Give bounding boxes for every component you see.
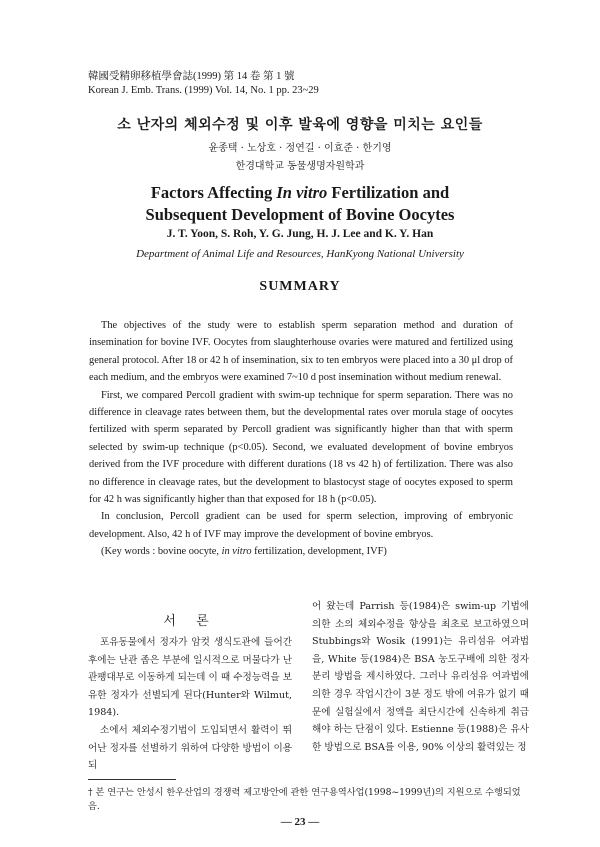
- english-title-post: Fertilization and: [327, 183, 450, 202]
- left-column-paragraph-1: 포유동물에서 정자가 암컷 생식도관에 들어간 후에는 난관 좁은 부분에 일시적으로 머물다가 난관팽대부로 이동하게 되는데 이 때 수정능력을 보유한 정자가 선별되게 된다(Hunter와 Wilmut, 1984).: [88, 637, 292, 719]
- abstract-paragraph-2: First, we compared Percoll gradient with swim-up technique for sperm separation. There was no difference in cleavage rates between them, but the developmental rates over morula stage of oocytes fertilized with sperm separated by Percoll gradient was significantly higher than that with sperm selected by swim-up technique (p<0.05). Second, we evaluated development of bovine embryos derived from the IVF procedure with different durations (18 vs 42 h) of fertilization. There was also no difference in cleavage rates, but the development to blastocyst stage of oocytes exposed to sperm for 42 h was significantly higher than that exposed for 18 h (p<0.05).: [89, 389, 513, 506]
- page-number: — 23 —: [280, 816, 320, 828]
- keywords-italic: in vitro: [221, 546, 252, 558]
- journal-header: [88, 70, 319, 98]
- right-column: [312, 598, 529, 756]
- right-column-paragraph-1: 어 왔는데 Parrish 등(1984)은 swim-up 기법에 의한 소의 체외수정을 향상을 최초로 보고하였으며 Stubbings와 Wosik (1991)는 유리섬유 여과법을, White 등(1984)은 BSA 농도구배에 의한 정자분리 방법을 제시하였다. 그러나 유리섬유 여과법에 의한 경우 작업시간이 3분 정도 밖에 여유가 없기 때문에 실험실에서 정액을 최단시간에 신속하게 취급해야 하는 단점이 있다. Estienne 등(1988)은 유사한 방법으로 BSA를 이용, 90% 이상의 활력있는 정: [312, 601, 529, 753]
- english-authors: J. T. Yoon, S. Roh, Y. G. Jung, H. J. Lee and K. Y. Han: [166, 228, 434, 240]
- abstract: [89, 317, 513, 561]
- korean-affiliation: 한경대학교 동물생명자원학과: [235, 161, 365, 172]
- intro-heading: 서 론: [163, 614, 217, 629]
- footnote: † 본 연구는 안성시 한우산업의 경쟁력 제고방안에 관한 연구용역사업(1998~1999년)의 지원으로 수행되었음.: [88, 787, 521, 812]
- footnote-rule: [88, 779, 176, 780]
- abstract-paragraph-1: The objectives of the study were to establish sperm separation method and duration of insemination for bovine IVF. Oocytes from slaughterhouse ovaries were matured and fertilized using general protocol. After 18 or 42 h of insemination, six to ten embryos were placed into a 30 μl drop of each medium, and the embryos were examined 7~10 d post insemination without medium renewal.: [89, 320, 513, 384]
- department: Department of Animal Life and Resources, HanKyong National University: [136, 248, 464, 260]
- keywords-post: fertilization, development, IVF): [251, 546, 387, 558]
- korean-title: 소 난자의 체외수정 및 이후 발육에 영향을 미치는 요인들: [117, 117, 483, 133]
- journal-line-korean: 韓國受精卵移植學會誌(1999) 第 14 卷 第 1 號: [88, 71, 295, 82]
- english-title-italic: In vitro: [276, 183, 328, 202]
- english-title-line1: [0, 183, 600, 203]
- keywords-pre: (Key words : bovine oocyte,: [101, 546, 222, 558]
- english-title-line2: Subsequent Development of Bovine Oocytes: [145, 205, 455, 224]
- journal-line-english: Korean J. Emb. Trans. (1999) Vol. 14, No. 1 pp. 23~29: [88, 85, 319, 96]
- left-column: [88, 634, 292, 775]
- keywords: [89, 543, 513, 560]
- korean-authors: 윤종택 · 노상호 · 정연길 · 이효준 · 한기영: [208, 143, 392, 154]
- english-title-pre: Factors Affecting: [150, 183, 277, 202]
- abstract-paragraph-3: In conclusion, Percoll gradient can be used for sperm selection, improving of embryonic development. Also, 42 h of IVF may improve the development of bovine embryos.: [89, 511, 513, 540]
- summary-heading: SUMMARY: [259, 279, 341, 294]
- left-column-paragraph-2: 소에서 체외수정기법이 도입되면서 활력이 뛰어난 정자를 선별하기 위하여 다양한 방법이 이용되: [88, 724, 292, 772]
